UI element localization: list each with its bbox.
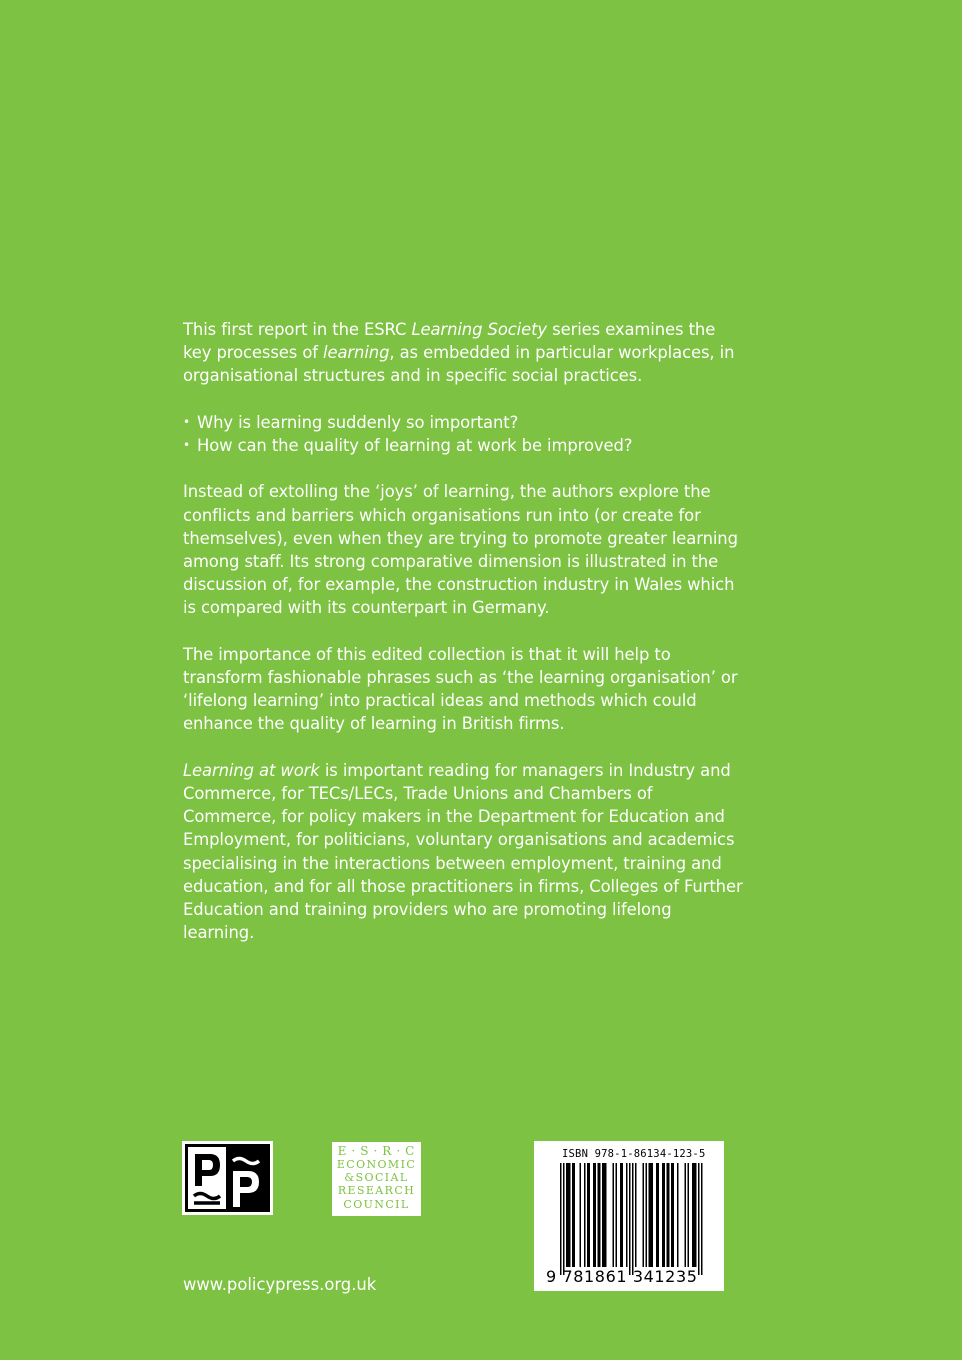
question-list bbox=[183, 411, 743, 457]
barcode-bar bbox=[599, 1163, 601, 1267]
barcode-bar bbox=[673, 1163, 675, 1267]
question-item: • Why is learning suddenly so important? bbox=[183, 411, 743, 434]
barcode-digits: 9 781861 341235 bbox=[546, 1267, 698, 1286]
barcode-bar bbox=[656, 1163, 658, 1267]
barcode-bar bbox=[701, 1163, 703, 1275]
barcode-bar bbox=[593, 1163, 595, 1267]
barcode-bar bbox=[635, 1163, 637, 1267]
esrc-logo-line: &SOCIAL bbox=[344, 1171, 409, 1185]
barcode-bar bbox=[626, 1163, 628, 1267]
barcode-bar bbox=[668, 1163, 670, 1267]
barcode-bar bbox=[692, 1163, 694, 1267]
barcode-bar bbox=[643, 1163, 645, 1267]
barcode-bar bbox=[602, 1163, 604, 1267]
barcode-bar bbox=[662, 1163, 664, 1267]
esrc-logo-line: RESEARCH bbox=[337, 1184, 416, 1198]
publisher-url[interactable]: www.policypress.org.uk bbox=[183, 1275, 377, 1294]
learning-emphasis: learning bbox=[323, 343, 390, 363]
barcode-bar bbox=[616, 1163, 618, 1267]
isbn-barcode bbox=[534, 1141, 724, 1291]
barcode-bar bbox=[580, 1163, 582, 1267]
barcode-bar bbox=[598, 1163, 600, 1267]
barcode-bar bbox=[584, 1163, 586, 1267]
barcode-bar bbox=[698, 1163, 700, 1275]
esrc-logo-line: COUNCIL bbox=[343, 1197, 410, 1211]
barcode-bar bbox=[685, 1163, 687, 1267]
barcode-bar bbox=[677, 1163, 679, 1267]
book-title: Learning at work bbox=[183, 760, 320, 780]
barcode-bar bbox=[563, 1163, 565, 1275]
barcode-bar bbox=[589, 1163, 591, 1267]
intro-text-1: This first report in the ESRC bbox=[183, 320, 412, 339]
barcode-bar bbox=[632, 1163, 634, 1275]
intro-paragraph bbox=[183, 318, 743, 388]
barcode-bar bbox=[604, 1163, 606, 1267]
barcode-bar bbox=[650, 1163, 652, 1267]
audience-paragraph bbox=[183, 759, 743, 945]
barcode-bar bbox=[629, 1163, 631, 1275]
barcode-bar bbox=[652, 1163, 654, 1267]
policy-press-logo bbox=[182, 1141, 273, 1215]
esrc-logo bbox=[332, 1142, 421, 1216]
barcode-bar bbox=[658, 1163, 660, 1267]
question-item: • How can the quality of learning at work be improved? bbox=[183, 434, 743, 457]
barcode-bar bbox=[671, 1163, 673, 1267]
body-paragraph-2: Instead of extolling the ‘joys’ of learning, the authors explore the conflicts and barriers which organisations run into (or create for themselves), even when they are trying to promote greater learning among staff. Its strong comparative dimension is illustrated in the discussion of, for example, the construction industry in Wales which is compared with its counterpart in Germany. bbox=[183, 482, 738, 618]
barcode-bar bbox=[595, 1163, 597, 1267]
barcode-bar bbox=[572, 1163, 574, 1267]
barcode-bar bbox=[646, 1163, 648, 1267]
barcode-bar bbox=[574, 1163, 576, 1267]
esrc-logo-acronym: E·S·R·C bbox=[337, 1144, 420, 1158]
esrc-logo-line: ECONOMIC bbox=[336, 1158, 417, 1171]
back-cover-blurb bbox=[183, 318, 743, 968]
barcode-bar bbox=[694, 1163, 696, 1267]
barcode-bar bbox=[622, 1163, 624, 1267]
barcode-bar bbox=[649, 1163, 651, 1267]
intro-text-2: series examines the key processes of bbox=[183, 320, 716, 363]
barcode-bar bbox=[587, 1163, 589, 1267]
body-paragraph-3: The importance of this edited collection is that it will help to transform fashionable phrases such as ‘the learning organisation’ or ‘lifelong learning’ into practical ideas and methods which could enhance the quality of learning in British firms. bbox=[183, 644, 738, 734]
barcode-bar bbox=[568, 1163, 570, 1267]
barcode-bar bbox=[566, 1163, 568, 1267]
intro-text-3: , as embedded in particular workplaces, in organisational structures and in specific social practices. bbox=[183, 343, 735, 386]
barcode-bar bbox=[560, 1163, 562, 1275]
barcode-bar bbox=[613, 1163, 615, 1267]
barcode-bar bbox=[688, 1163, 690, 1267]
barcode-bar bbox=[569, 1163, 571, 1267]
isbn-label: ISBN 978-1-86134-123-5 bbox=[562, 1148, 706, 1160]
series-title: Learning Society bbox=[411, 320, 548, 339]
audience-text: is important reading for managers in Industry and Commerce, for TECs/LECs, Trade Unions and Chambers of Commerce, for policy makers in the Department for Education and Employment, for politicians, voluntary organisations and academics specialising in the interactions between employment, training and education, and for all those practitioners in firms, Colleges of Further Education and training providers who are promoting lifelong learning. bbox=[183, 760, 743, 943]
barcode-bar bbox=[664, 1163, 666, 1267]
barcode-bar bbox=[695, 1163, 697, 1267]
barcode-bar bbox=[605, 1163, 607, 1267]
barcode-bar bbox=[620, 1163, 622, 1267]
barcode-bar bbox=[667, 1163, 669, 1267]
